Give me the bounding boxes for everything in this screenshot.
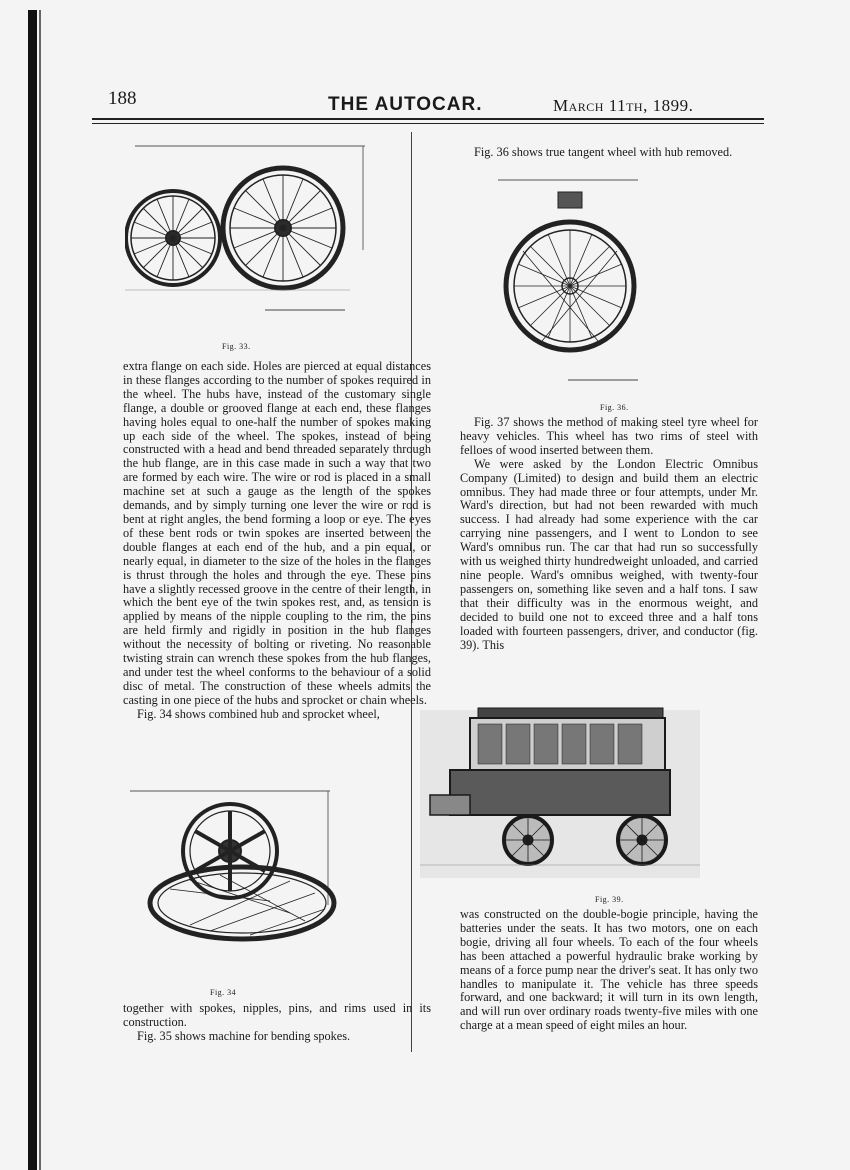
fig36-caption: Fig. 36. [600,403,629,412]
right-column-text-2 [460,416,758,652]
left-column-text-1 [123,360,431,722]
fig39-caption: Fig. 39. [595,895,624,904]
scanned-page [50,0,850,1170]
fig39-omnibus-illustration [420,700,705,880]
fig34-sprocket-illustration [130,785,375,960]
left-paragraph-4: Fig. 35 shows machine for bending spokes. [137,1028,351,1043]
fig36-tangent-wheel-illustration [498,176,658,386]
issue-date: March 11th, 1899. [553,96,694,115]
right-paragraph-1: Fig. 36 shows true tangent wheel with hub removed. [474,145,733,159]
header-rule [92,118,764,120]
page-number: 188 [108,88,137,109]
publication-title: THE AUTOCAR. [328,94,483,115]
fig34-caption: Fig. 34 [210,988,237,997]
right-paragraph-3: We were asked by the London Electric Omnibus Company (Limited) to design and build them an electric omnibus. They had made three or four attempts, under Mr. Ward's direction, but had not been rewarded with much success. I had already had some experience with the car carrying nine passengers, and I went to London to see Ward's omnibus run. The car that had run so successfully with us weighed thirty hundredweight unloaded, and carried nine people. Ward's omnibus weighed, with twenty-four passengers on, something like seven and a half tons. I saw that their difficulty was in the enormous weight, and decided to build one not to exceed three and a half tons loaded with fourteen passengers, driver, and conductor (fig. 39). This [460,456,758,652]
book-binding-edge [28,10,37,1170]
left-column-text-2 [123,1002,431,1044]
fig33-wheels-illustration [125,140,370,315]
book-binding-shadow [39,10,41,1170]
left-paragraph-3: together with spokes, nipples, pins, and rims used in its construction. [123,1001,431,1029]
right-column-text-1 [460,146,758,160]
left-paragraph-1: extra flange on each side. Holes are pierced at equal distances in these flanges according to the number of spokes required in the wheel. The hubs have, instead of the customary single flange, a double or grooved flange at each end, these flanges having holes equal to one-half the number of spokes making up each side of the wheel. The spokes, instead of being constructed with a head and bend threaded separately through the hub flange, are in this case made in such a way that two are formed by each wire. The wire or rod is placed in a small machine set at such a gauge as the length of the spokes demands, and by simply turning one lever the wire or rod is bent at right angles, the bend forming a loop or eye. The eyes of these bent rods or twin spokes are inserted between the double flanges at each end of the hub, and a pin equal, or nearly equal, in diameter to the size of the holes in the flanges is thrust through the holes and through the eye. These pins have a slightly recessed groove in the centre of their length, in which the bent eye of the twin spokes rest, and, as tension is applied by means of the nipple coupling to the rim, the pins are held firmly and rigidly in position in the hub flanges without the necessity of bolting or riveting. No reasonable twisting strain can wrench these spokes from the hub flanges, and under test the wheel conforms to the behaviour of a solid disc of metal. The construction of these wheels admits the casting in one piece of the hubs and sprocket or chain wheels. [123,359,431,707]
left-paragraph-2: Fig. 34 shows combined hub and sprocket wheel, [137,706,380,721]
header-rule-thin [92,123,764,124]
right-column-text-3 [460,908,758,1033]
right-paragraph-2: Fig. 37 shows the method of making steel tyre wheel for heavy vehicles. This wheel has two rims of steel with felloes of wood inserted between them. [460,415,758,457]
right-paragraph-4: was constructed on the double-bogie principle, having the batteries under the seats. It has two motors, one on each bogie, driving all four wheels. To each of the four wheels has been attached a powerful hydraulic brake working by means of a force pump near the driver's seat. It has only two handles to manipulate it. The vehicle has three speeds forward, and one backward; it will turn in its own length, and will run over ordinary roads twenty-five miles with one charge at a mean speed of eight miles an hour. [460,907,758,1033]
fig33-caption: Fig. 33. [222,342,251,351]
